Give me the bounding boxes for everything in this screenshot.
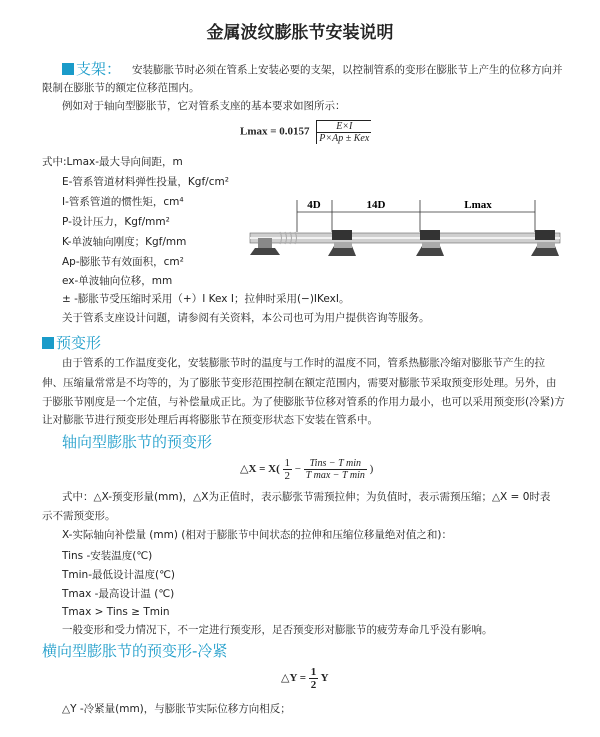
def-line: K-单波轴向刚度；Kgf/mm bbox=[62, 236, 187, 248]
section-heading-support bbox=[62, 60, 121, 78]
dimension-lines bbox=[297, 200, 535, 232]
predeform-para-line: 由于管系的工作温度变化，安装膨胀节时的温度与工作时的温度不同，管系热膨胀冷缩对膨胀节产生的拉 bbox=[62, 357, 545, 369]
formula-lhs: △Y = bbox=[281, 672, 307, 685]
subheading-axial: 轴向型膨胀节的预变形 bbox=[62, 433, 213, 451]
pipe-support-diagram bbox=[230, 160, 600, 290]
axial-line: 一般变形和受力情况下，不一定进行预变形，足否预变形对膨胀节的疲劳寿命几乎没有影响。 bbox=[62, 624, 493, 636]
lmax-formula bbox=[240, 120, 371, 144]
def-line: ex-单波轴向位移，mm bbox=[62, 275, 173, 287]
axial-line: Tmax -最高设计温 (℃) bbox=[62, 588, 175, 600]
section-heading-predeform bbox=[42, 334, 101, 352]
close-paren: ) bbox=[369, 463, 374, 476]
axial-line: 示不需预变形。 bbox=[42, 510, 116, 522]
def-line: P-设计压力，Kgf/mm² bbox=[62, 216, 170, 228]
formula-lhs: △X = X( bbox=[240, 463, 280, 476]
predeform-para-line: 于膨胀节刚度是一个定值，与补偿量成正比。为了使膨胀节位移对管系的作用力最小，也可以采用预变形(冷紧)方 bbox=[42, 396, 565, 408]
page-title: 金属波纹膨胀节安装说明 bbox=[206, 23, 394, 43]
formula-lhs: Lmax = 0.0157 bbox=[240, 125, 310, 138]
dim-label-4d: 4D bbox=[307, 199, 321, 211]
axial-line: Tmax > Tins ≥ Tmin bbox=[62, 606, 170, 618]
def-line: Ap-膨胀节有效面积，cm² bbox=[62, 256, 184, 268]
lateral-line: △Y -冷紧量(mm)，与膨胀节实际位移方向相反； bbox=[62, 703, 291, 715]
square-bullet-icon bbox=[42, 337, 54, 349]
formula-rhs: Y bbox=[320, 672, 329, 685]
support-line-1: 安装膨胀节时必须在管系上安装必要的支架，以控制管系的变形在膨胀节上产生的位移方向并 bbox=[132, 64, 563, 76]
predeform-para-line: 伸、压缩量常常是不均等的，为了膨胀节变形范围控制在额定范围内，需要对膨胀节采取预变形处理。另外，由 bbox=[42, 377, 557, 389]
formula-numerator: Tins − T min bbox=[304, 458, 367, 470]
half-den: 2 bbox=[310, 679, 317, 691]
formula-numerator: E×I bbox=[317, 121, 371, 133]
axial-line: X-实际轴向补偿量 (mm) (相对于膨胀节中间状态的拉伸和压缩位移量绝对值之和)： bbox=[62, 529, 452, 541]
formula-denominator: T max − T min bbox=[305, 470, 365, 481]
formula-denominator: P×Ap ± Kex bbox=[319, 133, 370, 144]
half-num: 1 bbox=[310, 666, 317, 678]
delta-y-formula bbox=[281, 666, 329, 691]
heading-text: 支架： bbox=[76, 60, 122, 78]
support-line-3: 例如对于轴向型膨胀节，它对管系支座的基本要求如图所示： bbox=[62, 100, 346, 112]
def-line: ± -膨胀节受压缩时采用（+）I Kex I；拉伸时采用(−)IKexI。 bbox=[62, 293, 350, 305]
square-bullet-icon bbox=[62, 63, 74, 75]
dim-label-lmax: Lmax bbox=[464, 199, 492, 211]
heading-text: 预变形 bbox=[56, 334, 102, 352]
dim-label-14d: 14D bbox=[366, 199, 386, 211]
sqrt-sign bbox=[316, 120, 371, 144]
def-line: E-管系管道材料弹性投量，Kgf/cm² bbox=[62, 176, 229, 188]
half-num: 1 bbox=[284, 457, 291, 469]
def-line: 式中:Lmax-最大导向间距，m bbox=[42, 156, 183, 168]
predeform-para-line: 让对膨胀节进行预变形处理后再将膨胀节在预变形状态下安装在管系中。 bbox=[42, 414, 378, 426]
def-line: 关于管系支座设计问题，请参阅有关资料，本公司也可为用户提供咨询等服务。 bbox=[62, 312, 430, 324]
axial-line: Tins -安装温度(℃) bbox=[62, 550, 153, 562]
axial-line: Tmin-最低设计温度(℃) bbox=[62, 569, 175, 581]
half-den: 2 bbox=[284, 470, 291, 482]
delta-x-formula bbox=[240, 457, 373, 482]
axial-line: 式中：△X-预变形量(mm)，△X为正值时，表示膨张节需预拉伸；为负值时，表示需预压缩；△X = 0时表 bbox=[62, 491, 551, 503]
def-line: I-管系管道的惯性矩，cm⁴ bbox=[62, 196, 184, 208]
support-line-2: 限制在膨胀节的额定位移范围内。 bbox=[42, 82, 200, 94]
subheading-lateral: 横向型膨胀节的预变形-冷紧 bbox=[42, 642, 228, 660]
minus-sign: − bbox=[294, 463, 301, 476]
